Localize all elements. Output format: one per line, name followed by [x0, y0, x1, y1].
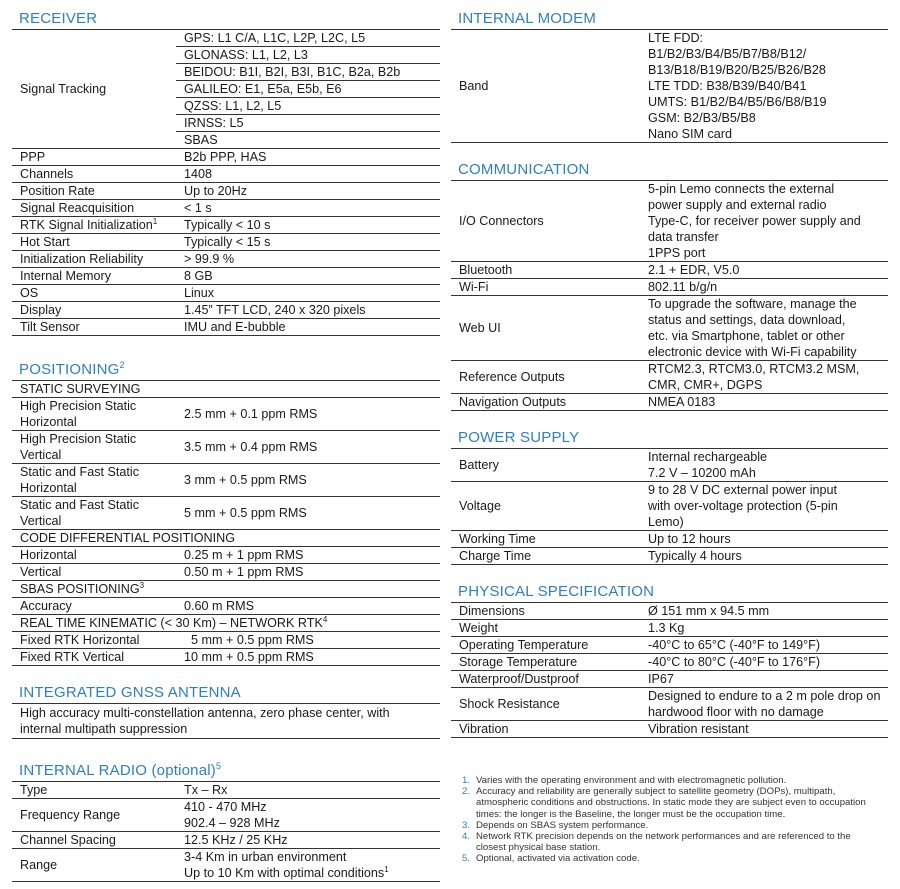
- row-label: [12, 234, 176, 251]
- value-text: 902.4 – 928 MHz: [184, 816, 280, 830]
- row-label: Static and Fast Static Horizontal: [12, 464, 176, 497]
- value-line: Internal rechargeable: [648, 450, 768, 464]
- value-line: 802.11 b/g/n: [648, 280, 718, 294]
- signal-value: BEIDOU: B1I, B2I, B3I, B1C, B2a, B2b: [176, 64, 440, 81]
- table-row: [12, 849, 440, 882]
- value-line: Typically 4 hours: [648, 549, 742, 563]
- label-text: Hot Start: [20, 235, 70, 249]
- subheader-text: REAL TIME KINEMATIC (< 30 Km) – NETWORK RTK: [20, 616, 323, 630]
- signal-value: QZSS: L1, L2, L5: [176, 98, 440, 115]
- modem-title: INTERNAL MODEM: [451, 10, 888, 30]
- row-label: [12, 183, 176, 200]
- row-value: 0.25 m + 1 ppm RMS: [176, 547, 440, 564]
- row-label: Vibration: [451, 721, 640, 738]
- left-column: [12, 10, 440, 889]
- footnote-ref: 4: [322, 614, 328, 624]
- row-label: Channel Spacing: [12, 832, 176, 849]
- table-row: [12, 782, 440, 799]
- row-value: [640, 181, 888, 262]
- row-value: 2.5 mm + 0.1 ppm RMS: [176, 398, 440, 431]
- table-row: [451, 262, 888, 279]
- footnote: [462, 831, 867, 853]
- modem-table: [451, 30, 888, 143]
- value-line: -40°C to 65°C (-40°F to 149°F): [648, 638, 821, 652]
- table-row: [12, 564, 440, 581]
- label-text: RTK Signal Initialization: [20, 218, 153, 232]
- row-value: [640, 548, 888, 565]
- value-line: 1PPS port: [648, 246, 706, 260]
- footnote-text: Varies with the operating environment and with electromagnetic pollution.: [476, 775, 787, 786]
- row-label: Band: [451, 30, 640, 143]
- signal-value: IRNSS: L5: [176, 115, 440, 132]
- table-row: [451, 296, 888, 361]
- subheader: [12, 381, 440, 398]
- table-row: [12, 30, 440, 47]
- row-label: High Precision Static Horizontal: [12, 398, 176, 431]
- label-text: Signal Reacquisition: [20, 201, 135, 215]
- value-text: 3-4 Km in urban environment: [184, 850, 347, 864]
- label-text: Display: [20, 303, 62, 317]
- row-value: Up to 20Hz: [176, 183, 440, 200]
- footnote: [462, 853, 867, 864]
- table-row: [451, 279, 888, 296]
- row-label: Vertical: [12, 564, 176, 581]
- label-text: Channels: [20, 167, 74, 181]
- table-row: [12, 464, 440, 497]
- row-label: Reference Outputs: [451, 361, 640, 394]
- value-line: Up to 12 hours: [648, 532, 731, 546]
- table-row: [12, 632, 440, 649]
- table-row: [12, 234, 440, 251]
- radio-table: [12, 782, 440, 882]
- footnote-number: 4.: [462, 831, 471, 843]
- value-line: [184, 815, 436, 831]
- value-line: GSM: B2/B3/B5/B8: [648, 111, 756, 125]
- table-row: [451, 688, 888, 721]
- value-line: etc. via Smartphone, tablet or other: [648, 329, 845, 343]
- value-line: RTCM2.3, RTCM3.0, RTCM3.2 MSM,: [648, 362, 860, 376]
- row-value: [640, 30, 888, 143]
- signal-value: GALILEO: E1, E5a, E5b, E6: [176, 81, 440, 98]
- footnote-ref: 3: [139, 580, 145, 590]
- row-label: Horizontal: [12, 547, 176, 564]
- row-value: Typically < 10 s: [176, 217, 440, 234]
- table-row: [451, 548, 888, 565]
- communication-section: [451, 161, 888, 411]
- row-label: [12, 285, 176, 302]
- table-row: [12, 183, 440, 200]
- table-row: [451, 671, 888, 688]
- table-row: [451, 482, 888, 531]
- table-row: [12, 166, 440, 183]
- subheader-row: [12, 615, 440, 632]
- row-label: Web UI: [451, 296, 640, 361]
- table-row: [12, 799, 440, 832]
- value-line: power supply and external radio: [648, 198, 827, 212]
- footnote-number: 3.: [462, 819, 471, 831]
- signal-value: GLONASS: L1, L2, L3: [176, 47, 440, 64]
- row-label: Type: [12, 782, 176, 799]
- row-value: [640, 531, 888, 548]
- row-value: Typically < 15 s: [176, 234, 440, 251]
- value-line: 7.2 V – 10200 mAh: [648, 466, 756, 480]
- value-line: 1.3 Kg: [648, 621, 685, 635]
- row-label: Waterproof/Dustproof: [451, 671, 640, 688]
- physical-section: [451, 583, 888, 738]
- footnote: [462, 786, 867, 820]
- physical-title: PHYSICAL SPECIFICATION: [451, 583, 888, 603]
- power-section: [451, 429, 888, 565]
- value-line: status and settings, data download,: [648, 313, 846, 327]
- row-value: 1.45” TFT LCD, 240 x 320 pixels: [176, 302, 440, 319]
- value-line: data transfer: [648, 230, 719, 244]
- row-label: [12, 166, 176, 183]
- row-value: [640, 637, 888, 654]
- footnotes: [462, 775, 867, 865]
- row-value: Tx – Rx: [176, 782, 440, 799]
- footnote-text: Optional, activated via activation code.: [476, 853, 640, 865]
- power-title: POWER SUPPLY: [451, 429, 888, 449]
- table-row: [12, 649, 440, 666]
- footnote-text: Depends on SBAS system performance.: [476, 819, 649, 831]
- value-line: 2.1 + EDR, V5.0: [648, 263, 740, 277]
- row-label: Dimensions: [451, 603, 640, 620]
- label-text: Initialization Reliability: [20, 252, 144, 266]
- table-row: [451, 361, 888, 394]
- value-line: NMEA 0183: [648, 395, 716, 409]
- row-label: [12, 319, 176, 336]
- value-line: UMTS: B1/B2/B4/B5/B6/B8/B19: [648, 95, 827, 109]
- label-text: Position Rate: [20, 184, 95, 198]
- value-line: LTE FDD:: [648, 31, 704, 45]
- row-value: [640, 671, 888, 688]
- row-value: [640, 394, 888, 411]
- label-text: Tilt Sensor: [20, 320, 80, 334]
- row-label: Operating Temperature: [451, 637, 640, 654]
- table-row: [12, 398, 440, 431]
- table-row: [12, 302, 440, 319]
- row-label: Fixed RTK Vertical: [12, 649, 176, 666]
- antenna-table: [12, 704, 440, 739]
- footnote-number: 2.: [462, 786, 471, 798]
- footnote-text: Accuracy and reliability are generally subject to satellite geometry (DOPs), multipath, atmospheric conditions and obstructions. In static mode they are subject even to occupation times: the longer is the Baseline, the longer must be the occupation time.: [476, 786, 866, 820]
- row-label: Navigation Outputs: [451, 394, 640, 411]
- row-value: 3 mm + 0.5 ppm RMS: [176, 464, 440, 497]
- table-row: [451, 603, 888, 620]
- row-label: Weight: [451, 620, 640, 637]
- footnote-ref: 1: [384, 864, 389, 874]
- communication-title: COMMUNICATION: [451, 161, 888, 181]
- positioning-title: POSITIONING$^2$: [12, 356, 440, 381]
- radio-section: [12, 757, 440, 882]
- table-row: [451, 30, 888, 143]
- subheader-text: SBAS POSITIONING: [20, 582, 140, 596]
- row-value: [640, 262, 888, 279]
- antenna-text: High accuracy multi-constellation antenna, zero phase center, with internal multipath suppression: [12, 704, 440, 739]
- table-row: [12, 285, 440, 302]
- subheader-text: STATIC SURVEYING: [20, 382, 141, 396]
- value-line: with over-voltage protection (5-pin: [648, 499, 838, 513]
- row-value: 1408: [176, 166, 440, 183]
- row-label: Battery: [451, 449, 640, 482]
- table-row: [12, 598, 440, 615]
- value-line: electronic device with Wi-Fi capability: [648, 345, 857, 359]
- value-line: LTE TDD: B38/B39/B40/B41: [648, 79, 807, 93]
- row-value: 0.50 m + 1 ppm RMS: [176, 564, 440, 581]
- positioning-table: [12, 381, 440, 666]
- subheader: [12, 615, 440, 632]
- receiver-table: [12, 30, 440, 336]
- label-text: PPP: [20, 150, 46, 164]
- value-line: To upgrade the software, manage the: [648, 297, 857, 311]
- table-row: [12, 319, 440, 336]
- table-row: [451, 637, 888, 654]
- positioning-section: [12, 356, 440, 666]
- value-line: [184, 849, 436, 865]
- footnote: [462, 775, 867, 786]
- footnote-text: Network RTK precision depends on the network performances and are referenced to the closest physical base station.: [476, 831, 851, 854]
- value-line: -40°C to 80°C (-40°F to 176°F): [648, 655, 821, 669]
- value-line: Lemo): [648, 515, 684, 529]
- power-table: [451, 449, 888, 565]
- row-value: [640, 279, 888, 296]
- row-label: [12, 302, 176, 319]
- row-label: Charge Time: [451, 548, 640, 565]
- row-value: IMU and E-bubble: [176, 319, 440, 336]
- value-line: 9 to 28 V DC external power input: [648, 483, 838, 497]
- row-value: [640, 449, 888, 482]
- footnote-ref: 1: [152, 216, 158, 226]
- row-value: [640, 603, 888, 620]
- row-value: B2b PPP, HAS: [176, 149, 440, 166]
- subheader-row: [12, 581, 440, 598]
- table-row: [12, 832, 440, 849]
- row-value: 10 mm + 0.5 ppm RMS: [176, 649, 440, 666]
- value-text: Up to 10 Km with optimal conditions: [184, 866, 385, 880]
- row-label: Fixed RTK Horizontal: [12, 632, 176, 649]
- value-text: 410 - 470 MHz: [184, 800, 267, 814]
- row-value: [176, 849, 440, 882]
- footnote-number: 5.: [462, 853, 471, 865]
- row-label: [12, 251, 176, 268]
- antenna-title: INTEGRATED GNSS ANTENNA: [12, 684, 440, 704]
- row-value: [640, 482, 888, 531]
- row-label: Static and Fast Static Vertical: [12, 497, 176, 530]
- radio-title: INTERNAL RADIO (optional)$^5$: [12, 757, 440, 782]
- table-row: [12, 217, 440, 234]
- table-row: [451, 531, 888, 548]
- row-label: Storage Temperature: [451, 654, 640, 671]
- row-label: [12, 217, 176, 234]
- value-line: CMR, CMR+, DGPS: [648, 378, 763, 392]
- table-row: [451, 394, 888, 411]
- row-label: Frequency Range: [12, 799, 176, 832]
- subheader-row: [12, 381, 440, 398]
- communication-table: [451, 181, 888, 411]
- row-value: 0.60 m RMS: [176, 598, 440, 615]
- row-label: Wi-Fi: [451, 279, 640, 296]
- row-value: [640, 721, 888, 738]
- subheader: [12, 581, 440, 598]
- receiver-title: RECEIVER: [12, 10, 440, 30]
- physical-table: [451, 603, 888, 738]
- value-line: B1/B2/B3/B4/B5/B7/B8/B12/: [648, 47, 807, 61]
- label-text: Internal Memory: [20, 269, 111, 283]
- table-row: [12, 200, 440, 217]
- row-label: Shock Resistance: [451, 688, 640, 721]
- table-row: [451, 449, 888, 482]
- row-value: [640, 361, 888, 394]
- signal-value: SBAS: [176, 132, 440, 149]
- table-row: [12, 497, 440, 530]
- row-label: High Precision Static Vertical: [12, 431, 176, 464]
- row-label: [12, 149, 176, 166]
- value-line: hardwood floor with no damage: [648, 705, 824, 719]
- table-row: [451, 181, 888, 262]
- antenna-section: [12, 684, 440, 739]
- value-line: Designed to endure to a 2 m pole drop on: [648, 689, 881, 703]
- row-value: [640, 620, 888, 637]
- right-column: [451, 10, 888, 750]
- value-line: IP67: [648, 672, 674, 686]
- row-label: Accuracy: [12, 598, 176, 615]
- subheader-text: CODE DIFFERENTIAL POSITIONING: [20, 531, 236, 545]
- row-label: [12, 200, 176, 217]
- row-value: [640, 688, 888, 721]
- row-value: 5 mm + 0.5 ppm RMS: [176, 497, 440, 530]
- table-row: [12, 268, 440, 285]
- value-line: Vibration resistant: [648, 722, 749, 736]
- value-line: 5-pin Lemo connects the external: [648, 182, 835, 196]
- row-value: [176, 799, 440, 832]
- table-row: [451, 620, 888, 637]
- value-line: [184, 865, 436, 881]
- row-value: [640, 654, 888, 671]
- subheader-row: [12, 530, 440, 547]
- row-label: Voltage: [451, 482, 640, 531]
- table-row: [12, 547, 440, 564]
- value-line: B13/B18/B19/B20/B25/B26/B28: [648, 63, 826, 77]
- row-label: Range: [12, 849, 176, 882]
- row-value: 12.5 KHz / 25 KHz: [176, 832, 440, 849]
- row-label: I/O Connectors: [451, 181, 640, 262]
- signal-value: GPS: L1 C/A, L1C, L2P, L2C, L5: [176, 30, 440, 47]
- table-row: [451, 654, 888, 671]
- value-line: Type-C, for receiver power supply and: [648, 214, 861, 228]
- value-line: Nano SIM card: [648, 127, 732, 141]
- table-row: [12, 251, 440, 268]
- row-label: Signal Tracking: [12, 30, 176, 149]
- footnote: [462, 820, 867, 831]
- value-line: [184, 799, 436, 815]
- table-row: [12, 431, 440, 464]
- label-text: OS: [20, 286, 39, 300]
- value-line: Ø 151 mm x 94.5 mm: [648, 604, 770, 618]
- row-label: [12, 268, 176, 285]
- row-value: > 99.9 %: [176, 251, 440, 268]
- row-value: [640, 296, 888, 361]
- row-label: Working Time: [451, 531, 640, 548]
- row-value: < 1 s: [176, 200, 440, 217]
- footnote-number: 1.: [462, 775, 471, 786]
- row-value: 8 GB: [176, 268, 440, 285]
- row-label: Bluetooth: [451, 262, 640, 279]
- row-value: 5 mm + 0.5 ppm RMS: [176, 632, 440, 649]
- row-value: Linux: [176, 285, 440, 302]
- modem-section: [451, 10, 888, 143]
- table-row: [12, 149, 440, 166]
- receiver-section: [12, 10, 440, 336]
- row-value: 3.5 mm + 0.4 ppm RMS: [176, 431, 440, 464]
- table-row: [451, 721, 888, 738]
- subheader: [12, 530, 440, 547]
